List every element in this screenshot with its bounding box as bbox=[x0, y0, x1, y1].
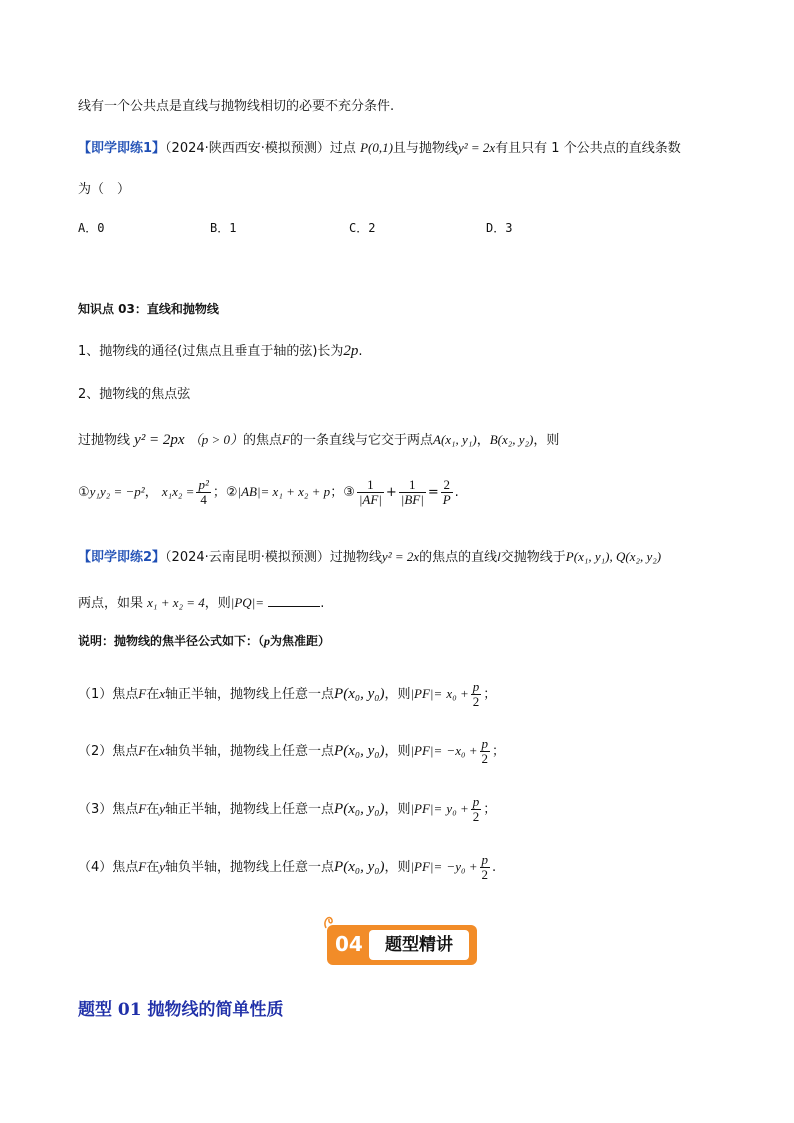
note-item-axis: x bbox=[159, 686, 166, 701]
note-item-end: ； bbox=[483, 687, 497, 702]
chord-sep: ， bbox=[476, 433, 490, 448]
note-item-point: P(x₀, y₀) bbox=[334, 801, 385, 817]
note-item-axis: y bbox=[159, 859, 166, 874]
exercise2-tag: 【即学即练2】 bbox=[78, 550, 166, 565]
note-item-rhs: −x₀ + bbox=[446, 743, 478, 758]
note-title-p: p bbox=[264, 634, 271, 648]
answer-blank[interactable] bbox=[268, 594, 320, 607]
note-item-focus: F bbox=[138, 801, 147, 816]
note-item-end: . bbox=[492, 860, 497, 875]
note-title bbox=[78, 632, 330, 649]
note-item-4 bbox=[78, 853, 496, 882]
exercise1-line1 bbox=[78, 137, 681, 156]
intro-text: 线有一个公共点是直线与抛物线相切的必要不充分条件. bbox=[78, 99, 395, 114]
note-item-focus: F bbox=[138, 686, 147, 701]
note-item-rhs: y₀ + bbox=[446, 801, 469, 816]
formula-equals: = bbox=[427, 485, 439, 500]
chord-end: ，则 bbox=[533, 433, 560, 448]
formula-x-fraction bbox=[196, 478, 210, 507]
note-item-end: ； bbox=[483, 802, 497, 817]
formula-p-den: P bbox=[442, 492, 451, 507]
exercise1-text-b: 且与抛物线 bbox=[392, 141, 458, 156]
exercise2-line-l: l bbox=[497, 549, 501, 564]
formula-x-product: x₁x₂ = bbox=[161, 484, 195, 499]
note-item-rhs: x₀ + bbox=[446, 686, 469, 701]
note-item-then: ，则 bbox=[384, 744, 411, 759]
note-item-rhs: −y₀ + bbox=[446, 859, 478, 874]
note-item-prefix: （4）焦点 bbox=[78, 860, 139, 875]
note-item-num: p bbox=[472, 794, 480, 809]
formula-x-den: 4 bbox=[200, 492, 207, 507]
section-badge bbox=[327, 925, 477, 965]
chord-text-c: 的一条直线与它交于两点 bbox=[289, 433, 433, 448]
note-item-den: 2 bbox=[472, 809, 480, 824]
exercise1-text-c: 有且只有 1 个公共点的直线条数 bbox=[495, 141, 681, 156]
formula-marker-2: ；② bbox=[212, 485, 238, 500]
exercise2-line1 bbox=[78, 546, 661, 565]
formula-frac-bf bbox=[399, 478, 426, 507]
option-a: A．0 bbox=[78, 221, 105, 235]
formula-bf-den: |BF| bbox=[400, 492, 424, 507]
note-item-mid: 在 bbox=[146, 687, 160, 702]
chord-point-a: A(x₁, y₁) bbox=[433, 432, 477, 447]
exercise2-source: （2024·云南昆明·模拟预测） bbox=[165, 550, 330, 565]
exercise1-equation: y² = 2x bbox=[457, 140, 496, 155]
note-item-prefix: （3）焦点 bbox=[78, 802, 139, 817]
note-item-fraction bbox=[480, 853, 491, 882]
exercise1-tag: 【即学即练1】 bbox=[78, 141, 166, 156]
exercise1-text-a: 过点 bbox=[329, 141, 356, 156]
exercise1-source: （2024·陕西西安·模拟预测） bbox=[165, 141, 330, 156]
note-item-lhs: |PF|= bbox=[410, 859, 443, 874]
note-item-focus: F bbox=[138, 743, 147, 758]
exercise2-text-a: 过抛物线 bbox=[329, 550, 382, 565]
note-item-lhs: |PF|= bbox=[410, 686, 443, 701]
chord-condition: （p > 0） bbox=[188, 432, 244, 447]
formula-ab: |AB|= x₁ + x₂ + p bbox=[237, 484, 331, 499]
note-item-then: ，则 bbox=[384, 860, 411, 875]
note-item-axis: x bbox=[159, 743, 166, 758]
focal-chord-formulas: ①y₁y₂ = −p²， x₁x₂ = $\frac{\text{p²}}{4}$ ；②|AB|= x₁ + x₂ + p；③ $\frac{1}{|AF|}$ + $\frac{1}{|BF|}$ = $\frac{2}{P}$ . bbox=[78, 477, 459, 507]
formula-p-num: 2 bbox=[441, 478, 453, 493]
exercise2-line2 bbox=[78, 592, 324, 611]
note-item-fraction bbox=[471, 680, 482, 709]
formula-plus: + bbox=[385, 485, 397, 500]
note-item-fraction bbox=[480, 737, 491, 766]
note-item-end: ； bbox=[492, 744, 506, 759]
formula-end: . bbox=[454, 485, 459, 500]
knowledge-item1-text: 1、抛物线的通径(过焦点且垂直于轴的弦)长为 bbox=[78, 344, 344, 359]
exercise2-line2-a: 两点，如果 bbox=[78, 596, 144, 611]
note-item-2 bbox=[78, 737, 505, 766]
note-item-point: P(x₀, y₀) bbox=[334, 859, 385, 875]
option-c: C．2 bbox=[349, 221, 376, 235]
note-item-mid: 在 bbox=[146, 744, 160, 759]
formula-marker-1: ① bbox=[78, 485, 90, 500]
formula-marker-3: ；③ bbox=[330, 485, 355, 500]
note-item-text: 轴正半轴，抛物线上任意一点 bbox=[165, 802, 335, 817]
note-item-point: P(x₀, y₀) bbox=[334, 686, 385, 702]
formula-af-num: 1 bbox=[357, 478, 384, 493]
exercise2-sum: x₁ + x₂ = 4 bbox=[147, 595, 205, 610]
formula-bf-num: 1 bbox=[399, 478, 426, 493]
note-item-1 bbox=[78, 680, 496, 709]
option-b: B．1 bbox=[210, 221, 237, 235]
formula-frac-p bbox=[441, 478, 453, 507]
note-item-num: p bbox=[472, 679, 480, 694]
note-item-prefix: （1）焦点 bbox=[78, 687, 139, 702]
section-title: 题型 01 抛物线的简单性质 bbox=[78, 1000, 284, 1020]
note-item-den: 2 bbox=[472, 694, 480, 709]
exercise2-pq: |PQ|= bbox=[230, 595, 265, 610]
note-item-num: p bbox=[481, 852, 489, 867]
note-item-text: 轴负半轴，抛物线上任意一点 bbox=[165, 860, 335, 875]
note-item-focus: F bbox=[138, 859, 147, 874]
note-item-den: 2 bbox=[481, 867, 489, 882]
formula-af-den: |AF| bbox=[358, 492, 382, 507]
note-item-lhs: |PF|= bbox=[410, 743, 443, 758]
option-d: D．3 bbox=[486, 221, 513, 235]
note-item-prefix: （2）焦点 bbox=[78, 744, 139, 759]
note-item-fraction bbox=[471, 795, 482, 824]
formula-frac-af bbox=[357, 478, 384, 507]
note-item-mid: 在 bbox=[146, 860, 160, 875]
note-item-then: ，则 bbox=[384, 802, 411, 817]
knowledge-item1-math: 2p bbox=[343, 343, 359, 359]
note-item-point: P(x₀, y₀) bbox=[334, 743, 385, 759]
chord-point-b: B(x₂, y₂) bbox=[489, 432, 534, 447]
note-title-text: 说明：抛物线的焦半径公式如下：（ bbox=[78, 634, 265, 648]
badge-label: 题型精讲 bbox=[369, 930, 469, 960]
exercise1-point: P(0,1) bbox=[360, 140, 393, 155]
chord-focus: F bbox=[282, 432, 290, 447]
note-item-den: 2 bbox=[481, 751, 489, 766]
exercise2-line2-end: . bbox=[320, 596, 325, 611]
knowledge-item1-end: . bbox=[358, 344, 363, 359]
focal-chord-line bbox=[78, 429, 559, 449]
note-title-end: 为焦准距） bbox=[270, 634, 331, 648]
knowledge-title: 知识点 03：直线和抛物线 bbox=[78, 302, 219, 316]
note-item-text: 轴负半轴，抛物线上任意一点 bbox=[165, 744, 335, 759]
exercise2-line2-b: ，则 bbox=[204, 596, 231, 611]
note-item-mid: 在 bbox=[146, 802, 160, 817]
formula-y-product: y₁y₂ = −p² bbox=[89, 484, 145, 499]
chord-text-b: 的焦点 bbox=[243, 433, 283, 448]
badge-number: 04 bbox=[335, 932, 363, 956]
formula-x-num: p² bbox=[198, 477, 209, 492]
exercise1-line2: 为（ ） bbox=[78, 182, 131, 197]
chord-text-a: 过抛物线 bbox=[78, 433, 131, 448]
note-item-num: p bbox=[481, 736, 489, 751]
note-item-lhs: |PF|= bbox=[410, 801, 443, 816]
note-item-axis: y bbox=[159, 801, 166, 816]
exercise2-points: P(x₁, y₁), Q(x₂, y₂) bbox=[565, 549, 662, 564]
chord-equation: y² = 2px bbox=[134, 432, 185, 448]
exercise2-text-c: 交抛物线于 bbox=[500, 550, 566, 565]
knowledge-item2: 2、抛物线的焦点弦 bbox=[78, 387, 191, 402]
note-item-3 bbox=[78, 795, 496, 824]
knowledge-item1 bbox=[78, 340, 363, 360]
exercise2-equation: y² = 2x bbox=[381, 549, 420, 564]
note-item-then: ，则 bbox=[384, 687, 411, 702]
note-item-text: 轴正半轴，抛物线上任意一点 bbox=[165, 687, 335, 702]
exercise2-text-b: 的焦点的直线 bbox=[419, 550, 498, 565]
